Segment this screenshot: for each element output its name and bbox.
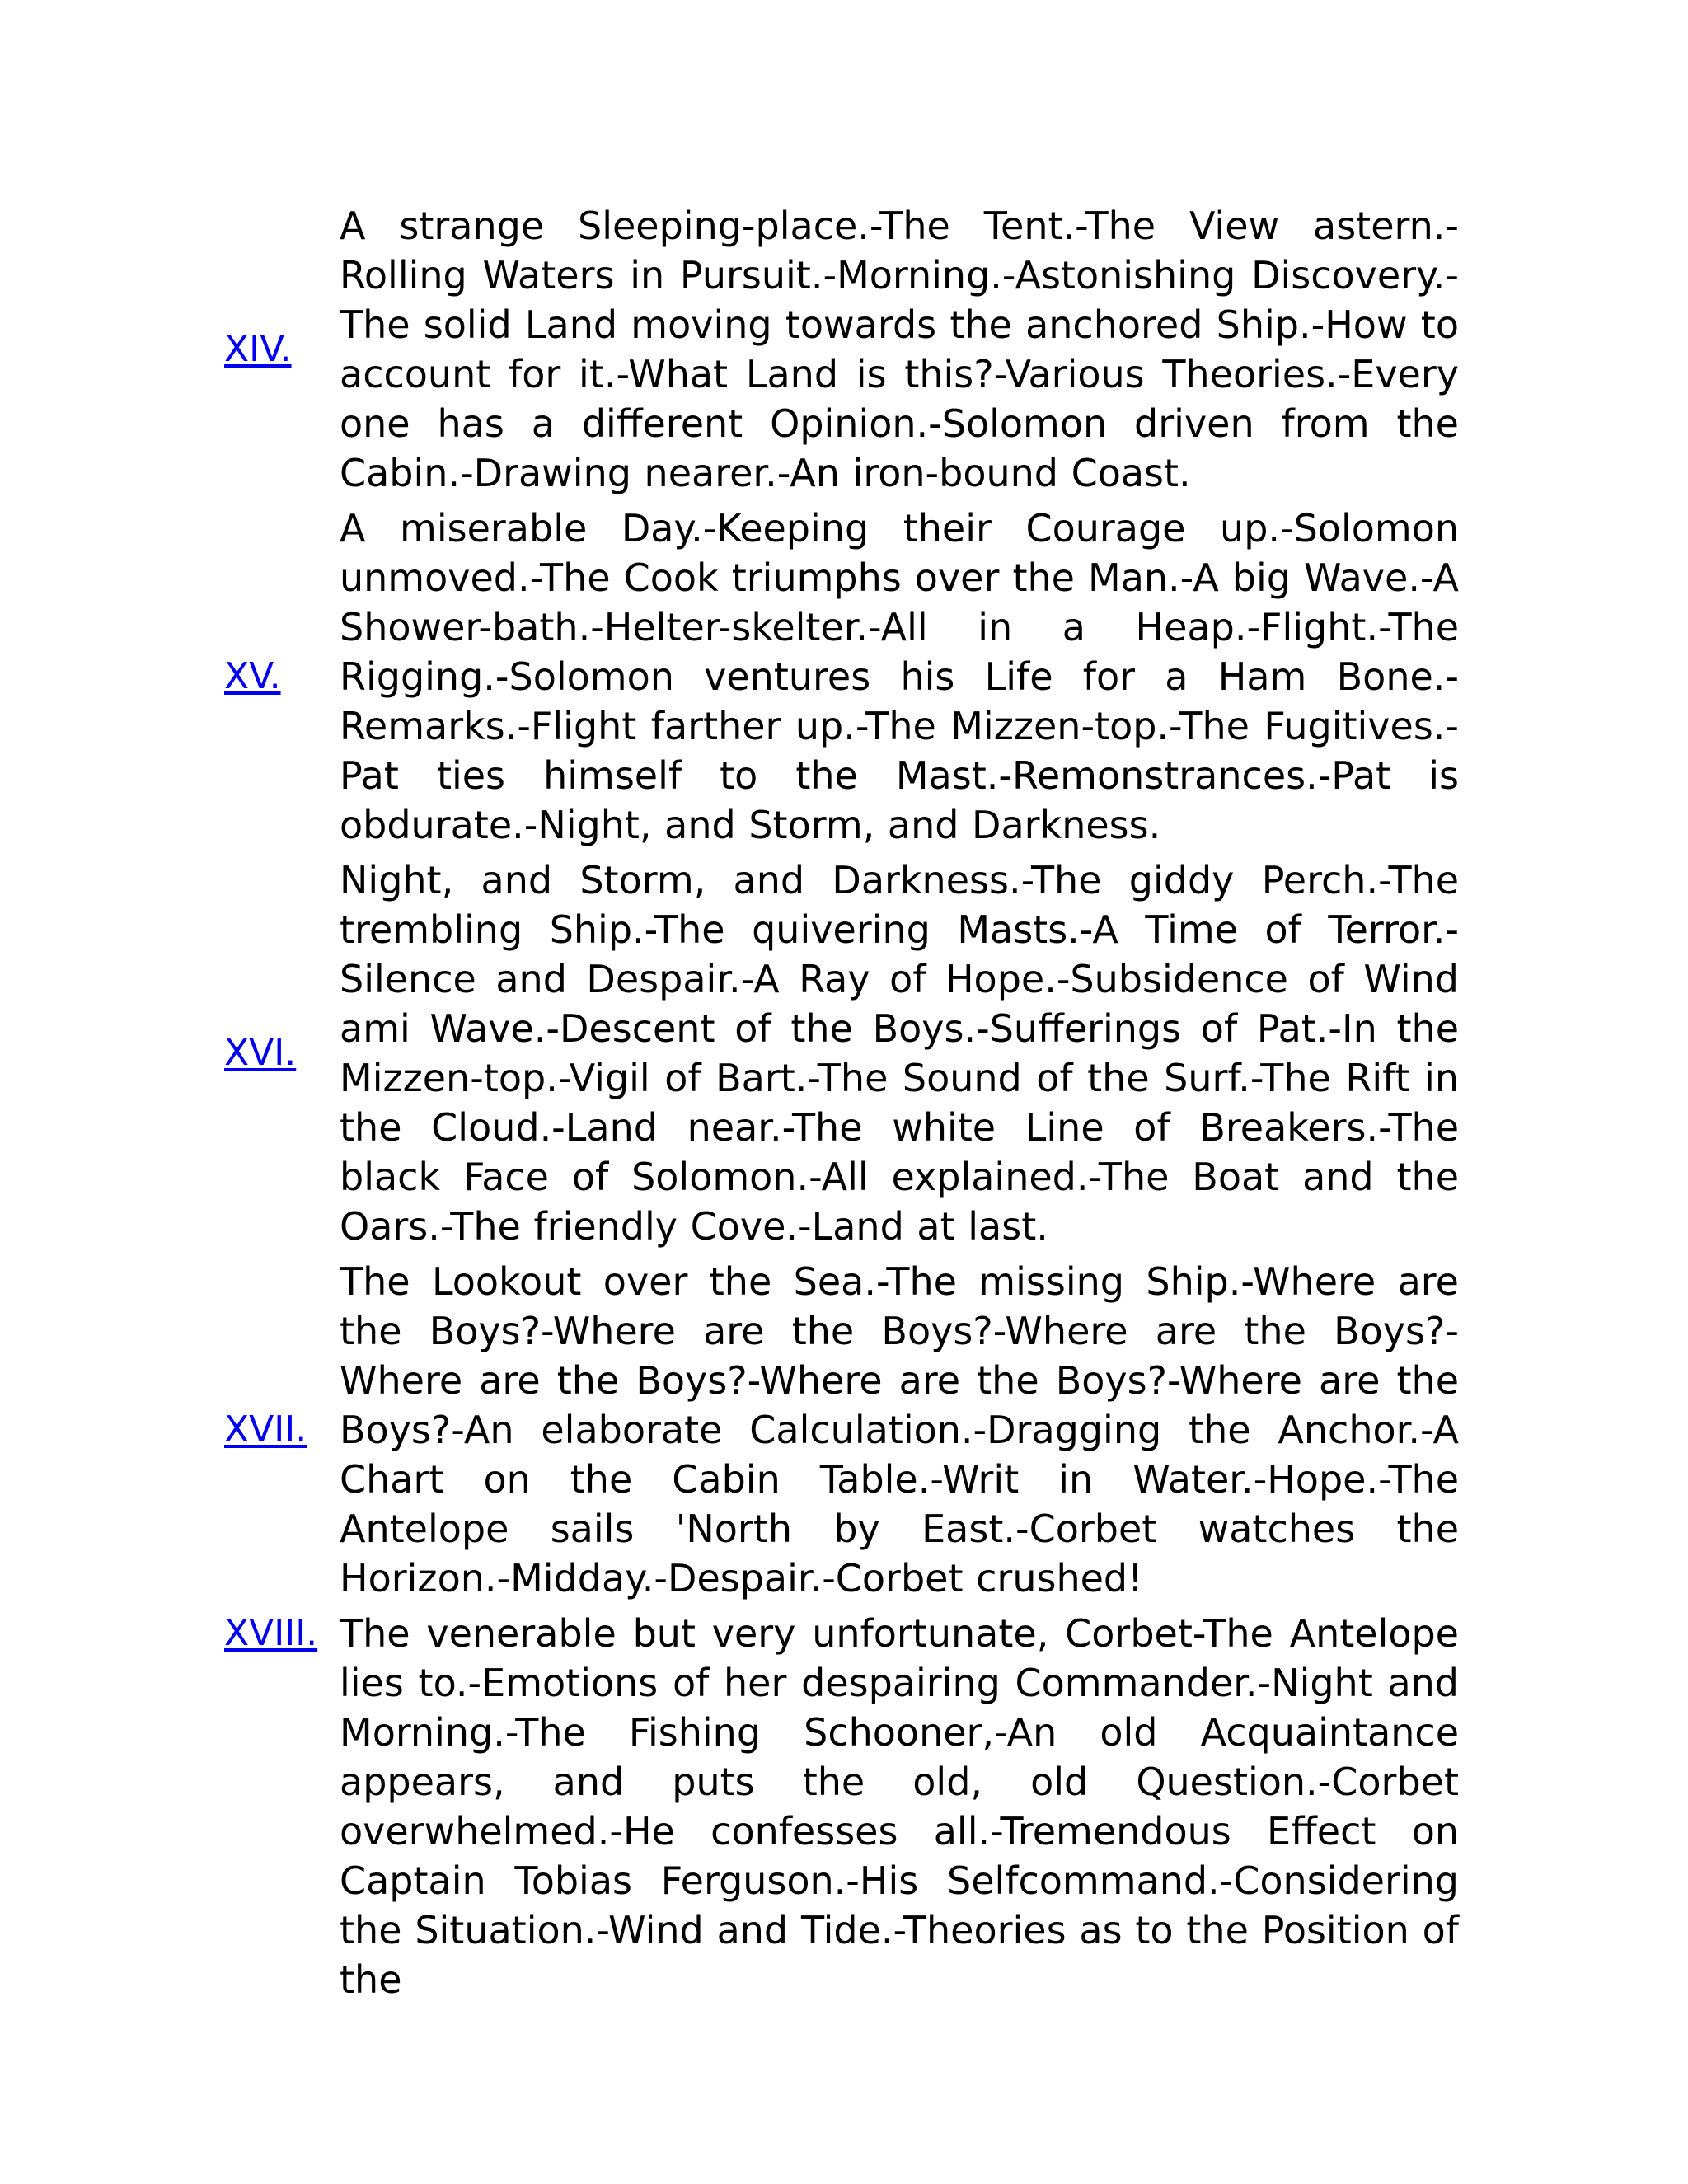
chapter-summary-xvi: Night, and Storm, and Darkness.-The giddy Perch.-The trembling Ship.-The quivering Masts.-A Time of Terror.-Silence and Despair.-A Ray of Hope.-Subsidence of Wind ami Wave.-Descent of the Boys.-Sufferings of Pat.-In the Mizzen-top.-Vigil of Bart.-The Sound of the Surf.-The Rift in the Cloud.-Land near.-The white Line of Breakers.-The black Face of Solomon.-All explained.-The Boat and the Oars.-The friendly Cove.-Land at last. bbox=[340, 858, 1459, 1249]
chapter-summary-xv: A miserable Day.-Keeping their Courage up.-Solomon unmoved.-The Cook triumphs over the Man.-A big Wave.-A Shower-bath.-Helter-skelter.-All in a Heap.-Flight.-The Rigging.-Solomon ventures his Life for a Ham Bone.-Remarks.-Flight farther up.-The Mizzen-top.-The Fugitives.-Pat ties himself to the Mast.-Remonstrances.-Pat is obdurate.-Night, and Storm, and Darkness. bbox=[340, 506, 1459, 847]
table-of-contents bbox=[224, 201, 1461, 2010]
chapter-number-cell bbox=[224, 1405, 340, 1455]
chapter-link-xv[interactable]: XV. bbox=[224, 655, 281, 697]
chapter-entry-xv bbox=[224, 504, 1461, 850]
chapter-entry-xiv bbox=[224, 201, 1461, 498]
chapter-entry-xvii bbox=[224, 1257, 1461, 1603]
chapter-number-cell bbox=[224, 1609, 340, 1658]
chapter-entry-xviii bbox=[224, 1609, 1461, 2004]
chapter-summary-xiv: A strange Sleeping-place.-The Tent.-The View astern.-Rolling Waters in Pursuit.-Morning.-Astonishing Discovery.-The solid Land moving towards the anchored Ship.-How to account for it.-What Land is this?-Various Theories.-Every one has a different Opinion.-Solomon driven from the Cabin.-Drawing nearer.-An iron-bound Coast. bbox=[340, 204, 1459, 495]
chapter-number-cell bbox=[224, 325, 340, 374]
chapter-summary-xvii: The Lookout over the Sea.-The missing Ship.-Where are the Boys?-Where are the Boys?-Where are the Boys?-Where are the Boys?-Where are the Boys?-Where are the Boys?-An elaborate Calculation.-Dragging the Anchor.-A Chart on the Cabin Table.-Writ in Water.-Hope.-The Antelope sails 'North by East.-Corbet watches the Horizon.-Midday.-Despair.-Corbet crushed! bbox=[340, 1259, 1459, 1601]
chapter-link-xvii[interactable]: XVII. bbox=[224, 1408, 307, 1451]
chapter-summary-xviii: The venerable but very unfortunate, Corbet-The Antelope lies to.-Emotions of her despairing Commander.-Night and Morning.-The Fishing Schooner,-An old Acquaintance appears, and puts the old, old Question.-Corbet overwhelmed.-He confesses all.-Tremendous Effect on Captain Tobias Ferguson.-His Selfcommand.-Considering the Situation.-Wind and Tide.-Theories as to the Position of the bbox=[340, 1611, 1459, 2002]
chapter-link-xvi[interactable]: XVI. bbox=[224, 1032, 297, 1074]
chapter-entry-xvi bbox=[224, 855, 1461, 1251]
chapter-link-xiv[interactable]: XIV. bbox=[224, 328, 292, 370]
chapter-link-xviii[interactable]: XVIII. bbox=[224, 1612, 318, 1654]
chapter-number-cell bbox=[224, 652, 340, 701]
chapter-number-cell bbox=[224, 1029, 340, 1078]
